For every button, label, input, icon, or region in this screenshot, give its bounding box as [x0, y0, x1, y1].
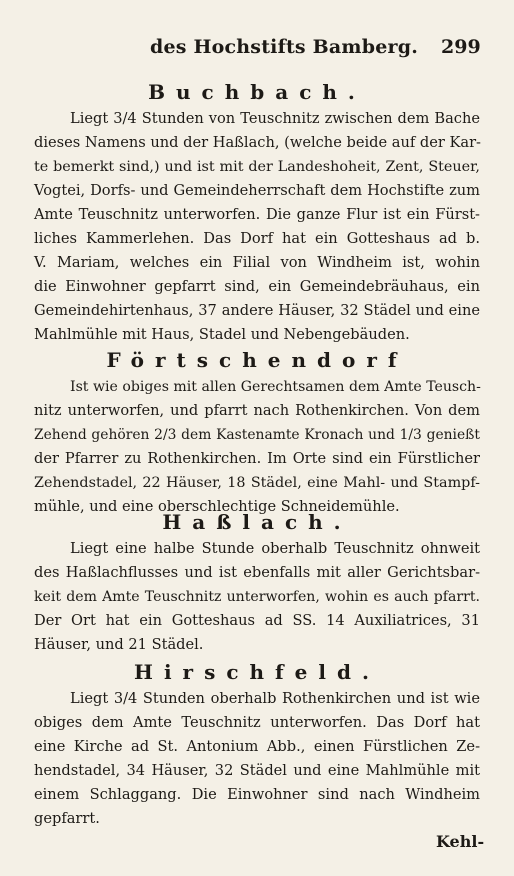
- page-header: [0, 34, 514, 64]
- text-line: Mahlmühle mit Haus, Stadel und Nebengebäuden.: [34, 326, 410, 343]
- text-line: Vogtei, Dorfs- und Gemeindeherrschaft dem Hochstifte zum: [34, 182, 480, 199]
- section-heading-hirschfeld: Hirschfeld.: [134, 660, 380, 684]
- text-line: Der Ort hat ein Gotteshaus ad SS. 14 Auxiliatrices, 31: [34, 612, 480, 629]
- text-line: liches Kammerlehen. Das Dorf hat ein Gotteshaus ad b.: [34, 230, 480, 247]
- text-line: gepfarrt.: [34, 810, 100, 827]
- text-line: des Haßlachflusses und ist ebenfalls mit aller Gerichtsbar-: [34, 564, 480, 581]
- text-line: Zehendstadel, 22 Häuser, 18 Städel, eine Mahl- und Stampf-: [34, 475, 480, 491]
- text-line: Amte Teuschnitz unterworfen. Die ganze Flur ist ein Fürst-: [34, 206, 480, 223]
- text-line: Liegt 3/4 Stunden von Teuschnitz zwischen dem Bache: [70, 110, 480, 127]
- text-line: hendstadel, 34 Häuser, 32 Städel und eine Mahlmühle mit: [34, 762, 480, 779]
- section-heading-hasslach: Haßlach.: [162, 510, 352, 534]
- text-line: Gemeindehirtenhaus, 37 andere Häuser, 32 Städel und eine: [34, 302, 480, 319]
- text-line: Liegt 3/4 Stunden oberhalb Rothenkirchen und ist wie: [70, 690, 480, 707]
- running-head: des Hochstifts Bamberg.: [150, 36, 419, 58]
- page-number: 299: [441, 36, 481, 58]
- text-line: Häuser, und 21 Städel.: [34, 636, 204, 653]
- text-line: der Pfarrer zu Rothenkirchen. Im Orte sind ein Fürstlicher: [34, 450, 480, 467]
- section-heading-foertschendorf: Förtschendorf: [106, 348, 408, 372]
- text-line: eine Kirche ad St. Antonium Abb., einen Fürstlichen Ze-: [34, 738, 480, 755]
- text-line: obiges dem Amte Teuschnitz unterworfen. Das Dorf hat: [34, 714, 480, 731]
- catchword: Kehl-: [436, 832, 485, 851]
- text-line: einem Schlaggang. Die Einwohner sind nach Windheim: [34, 786, 480, 803]
- text-line: te bemerkt sind,) und ist mit der Landeshoheit, Zent, Steuer,: [34, 159, 480, 175]
- text-line: V. Mariam, welches ein Filial von Windheim ist, wohin: [34, 254, 480, 271]
- text-line: Zehend gehören 2/3 dem Kastenamte Kronach und 1/3 genießt: [34, 427, 480, 443]
- text-line: nitz unterworfen, und pfarrt nach Rothenkirchen. Von dem: [34, 402, 480, 419]
- section-heading-buchbach: Buchbach.: [148, 80, 366, 104]
- text-line: Liegt eine halbe Stunde oberhalb Teuschnitz ohnweit: [70, 540, 480, 557]
- text-line: Ist wie obiges mit allen Gerechtsamen dem Amte Teusch-: [70, 379, 481, 395]
- text-line: mühle, und eine oberschlechtige Schneidemühle.: [34, 498, 400, 515]
- text-line: dieses Namens und der Haßlach, (welche beide auf der Kar-: [34, 134, 481, 151]
- text-line: keit dem Amte Teuschnitz unterworfen, wohin es auch pfarrt.: [34, 589, 480, 605]
- text-line: die Einwohner gepfarrt sind, ein Gemeindebräuhaus, ein: [34, 278, 480, 295]
